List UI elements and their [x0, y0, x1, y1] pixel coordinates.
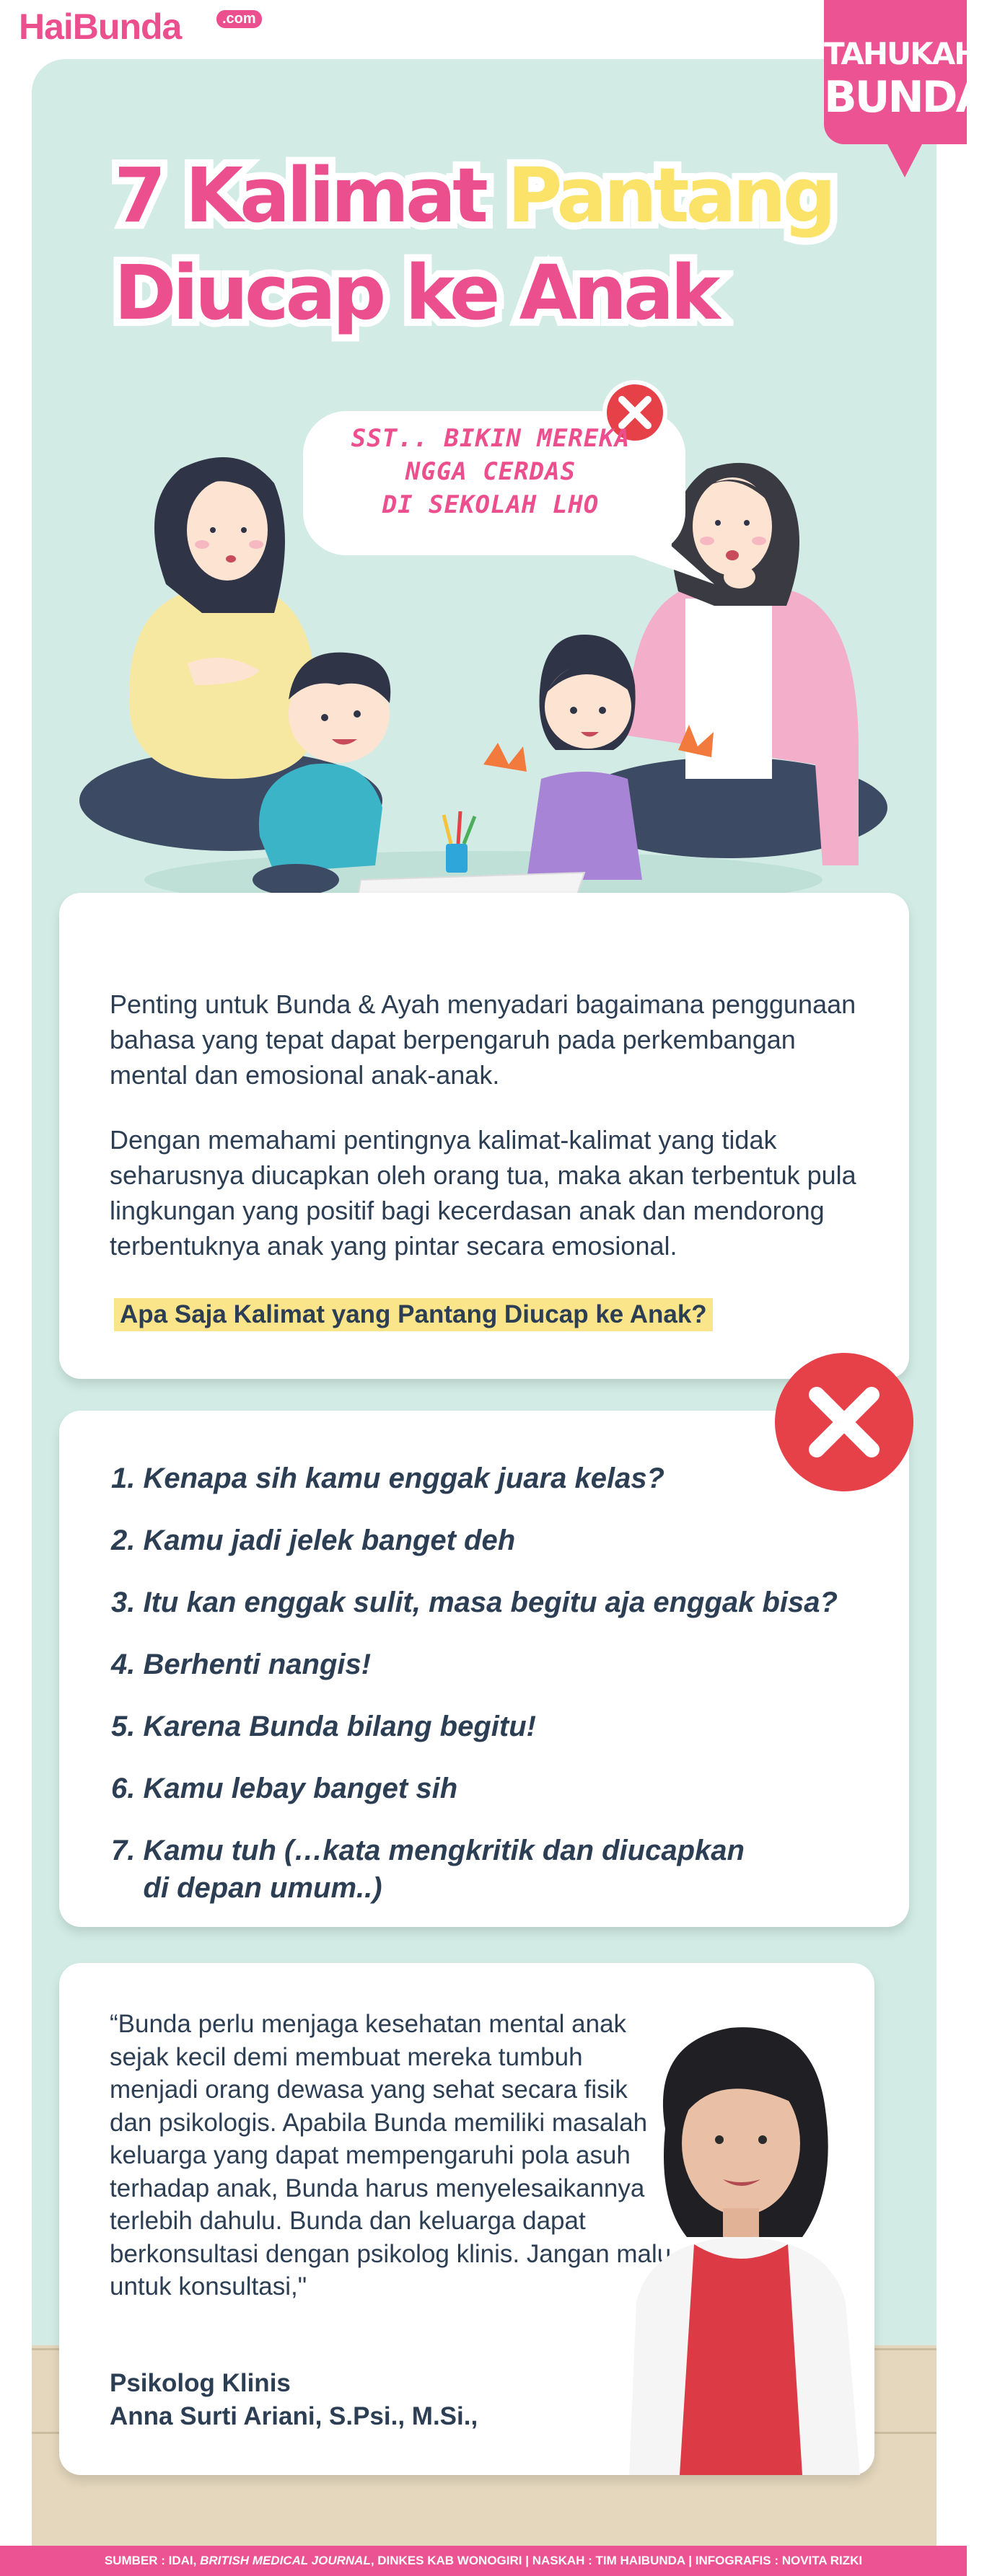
expert-quote: “Bunda perlu menjaga kesehatan mental anak sejak kecil demi membuat mereka tumbuh menjadi orang dewasa yang sehat secara fisik dan psikologis. Apabila Bunda memiliki masalah keluarga yang dapat mempengaruhi pola asuh terhadap anak, Bunda harus menyelesaikannya terlebih dahulu. Bunda dan keluarga dapat berkonsultasi dengan psikolog klinis. Jangan malu untuk konsultasi,": [110, 2010, 672, 2301]
list-item: 6. Kamu lebay banget sih: [111, 1773, 458, 1804]
intro-card: [59, 893, 909, 1379]
list-item: 3. Itu kan enggak sulit, masa begitu aja enggak bisa?: [111, 1587, 838, 1618]
intro-question: Apa Saja Kalimat yang Pantang Diucap ke Anak?: [114, 1298, 713, 1331]
speech-bubble-line-1: SST.. BIKIN MEREKA: [351, 424, 631, 453]
big-x-mark-icon: [772, 1350, 916, 1494]
expert-name: Anna Surti Ariani, S.Psi., M.Si.,: [110, 2402, 478, 2430]
expert-quote-card: [59, 1963, 874, 2475]
footer-source-label: SUMBER : IDAI,: [104, 2554, 201, 2567]
expert-role: Psikolog Klinis: [110, 2369, 291, 2397]
logo-suffix: .com: [216, 10, 262, 28]
speech-bubble-line-3: DI SEKOLAH LHO: [382, 490, 600, 519]
page-title-line-1: [114, 151, 833, 239]
title-part-1: 7 Kalimat: [114, 151, 508, 239]
intro-paragraph-2: Dengan memahami pentingnya kalimat-kalimat yang tidak seharusnya diucapkan oleh orang tua, maka akan terbentuk pula lingkungan yang positif bagi kecerdasan anak dan mendorong terbentuknya anak yang pintar secara emosional.: [110, 1125, 856, 1261]
footer-infografis: INFOGRAFIS : NOVITA RIZKI: [695, 2554, 863, 2567]
title-highlight: Pantang: [507, 151, 833, 239]
footer-source-journal: BRITISH MEDICAL JOURNAL: [200, 2554, 371, 2567]
list-item: 1. Kenapa sih kamu enggak juara kelas?: [111, 1463, 664, 1494]
expert-photo: [607, 1999, 874, 2475]
footer-credits: SUMBER : IDAI, BRITISH MEDICAL JOURNAL, DINKES KAB WONOGIRI | NASKAH : TIM HAIBUNDA | INFOGRAFIS : NOVITA RIZKI: [0, 2546, 967, 2576]
badge-line-2: BUNDA: [824, 72, 987, 123]
tahukah-bunda-badge: [824, 0, 987, 144]
list-item: 4. Berhenti nangis!: [111, 1649, 372, 1680]
logo-wordmark: HaiBunda: [19, 6, 182, 47]
footer-source-rest: , DINKES KAB WONOGIRI: [370, 2554, 522, 2567]
footer-naskah: NASKAH : TIM HAIBUNDA: [532, 2554, 685, 2567]
list-item: 2. Kamu jadi jelek banget deh: [111, 1525, 516, 1556]
speech-bubble-line-2: NGGA CERDAS: [405, 457, 576, 486]
intro-paragraph-1: Penting untuk Bunda & Ayah menyadari bagaimana penggunaan bahasa yang tepat dapat berpengaruh pada perkembangan mental dan emosional anak-anak.: [110, 989, 856, 1090]
badge-tail: [886, 141, 924, 177]
page-title-line-2: Diucap ke Anak: [114, 249, 717, 337]
badge-line-1: TAHUKAH: [824, 36, 978, 71]
list-item: 5. Karena Bunda bilang begitu!: [111, 1711, 536, 1742]
list-item: di depan umum..): [111, 1872, 382, 1904]
list-item: 7. Kamu tuh (…kata mengkritik dan diucapkan: [111, 1835, 745, 1866]
